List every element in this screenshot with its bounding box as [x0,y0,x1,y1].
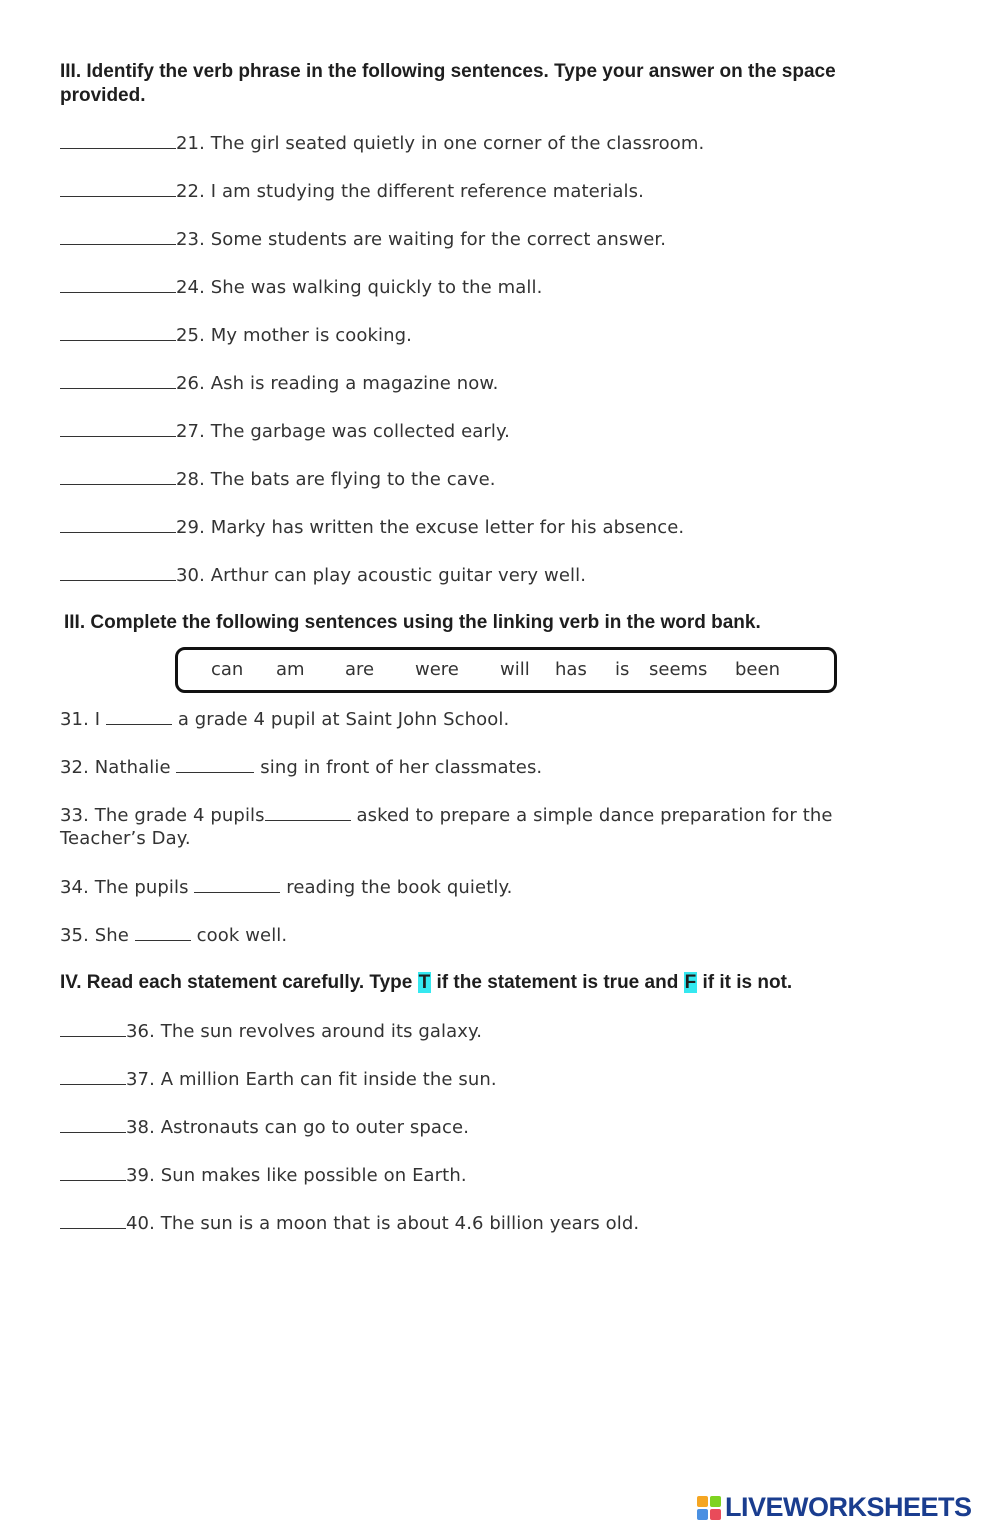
section-3-heading-line1: III. Identify the verb phrase in the following sentences. Type your answer on the space [60,61,836,82]
answer-blank-39[interactable] [60,1163,126,1181]
word-bank-word: will [500,659,530,680]
liveworksheets-logo-icon [697,1494,723,1520]
answer-blank-30[interactable] [60,563,176,581]
word-bank-word: were [415,659,459,680]
question-32: 32. Nathalie sing in front of her classmates. [60,757,543,778]
word-bank-word: seems [649,659,708,680]
word-bank-word: is [615,659,630,680]
word-bank-word: can [211,659,244,680]
section-3-heading-line2: provided. [60,85,146,106]
question-21: 21. The girl seated quietly in one corner of the classroom. [60,131,704,156]
section-4-heading: IV. Read each statement carefully. Type T if the statement is true and F if it is not. [60,972,793,993]
answer-blank-32[interactable] [176,755,254,773]
question-25: 25. My mother is cooking. [60,323,412,348]
answer-blank-24[interactable] [60,275,176,293]
liveworksheets-logo[interactable] [697,1492,972,1522]
question-31: 31. I a grade 4 pupil at Saint John School. [60,709,510,730]
question-29: 29. Marky has written the excuse letter for his absence. [60,515,684,540]
word-bank-word: been [735,659,780,680]
section-3b-heading: III. Complete the following sentences using the linking verb in the word bank. [64,612,761,633]
answer-blank-23[interactable] [60,227,176,245]
word-bank-word: am [276,659,305,680]
question-39: 39. Sun makes like possible on Earth. [60,1163,467,1188]
question-27: 27. The garbage was collected early. [60,419,510,444]
question-30: 30. Arthur can play acoustic guitar very well. [60,563,586,588]
answer-blank-36[interactable] [60,1019,126,1037]
answer-blank-27[interactable] [60,419,176,437]
question-36: 36. The sun revolves around its galaxy. [60,1019,482,1044]
answer-blank-38[interactable] [60,1115,126,1133]
question-28: 28. The bats are flying to the cave. [60,467,496,492]
question-37: 37. A million Earth can fit inside the sun. [60,1067,497,1092]
question-38: 38. Astronauts can go to outer space. [60,1115,469,1140]
false-letter-highlight: F [684,972,697,993]
question-22: 22. I am studying the different reference materials. [60,179,644,204]
brand-name: LIVEWORKSHEETS [725,1491,972,1522]
answer-blank-25[interactable] [60,323,176,341]
word-bank-word: are [345,659,375,680]
question-34: 34. The pupils reading the book quietly. [60,877,513,898]
answer-blank-37[interactable] [60,1067,126,1085]
answer-blank-26[interactable] [60,371,176,389]
answer-blank-34[interactable] [194,875,280,893]
answer-blank-31[interactable] [106,707,172,725]
question-23: 23. Some students are waiting for the correct answer. [60,227,666,252]
answer-blank-29[interactable] [60,515,176,533]
answer-blank-22[interactable] [60,179,176,197]
section-3-heading [60,60,836,108]
word-bank-word: has [555,659,587,680]
answer-blank-40[interactable] [60,1211,126,1229]
question-24: 24. She was walking quickly to the mall. [60,275,542,300]
answer-blank-21[interactable] [60,131,176,149]
answer-blank-33[interactable] [265,803,351,821]
answer-blank-35[interactable] [135,923,191,941]
answer-blank-28[interactable] [60,467,176,485]
question-33-line2: Teacher’s Day. [60,828,191,849]
question-40: 40. The sun is a moon that is about 4.6 billion years old. [60,1211,639,1236]
true-letter-highlight: T [418,972,431,993]
question-33: 33. The grade 4 pupils asked to prepare a simple dance preparation for the [60,805,833,826]
question-26: 26. Ash is reading a magazine now. [60,371,498,396]
question-35: 35. She cook well. [60,925,288,946]
